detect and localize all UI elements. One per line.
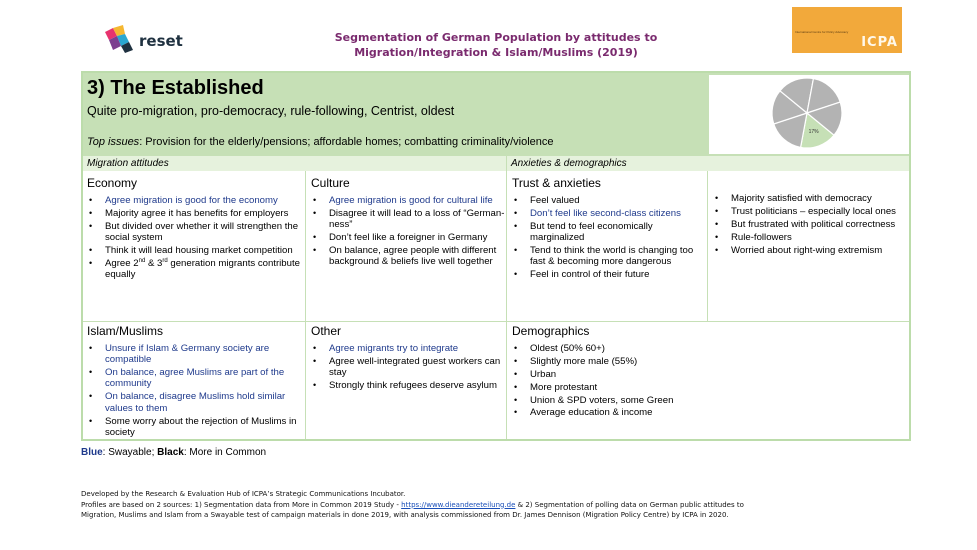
list-item: • Trust politicians – especially local ones bbox=[709, 206, 909, 217]
list-item: • But frustrated with political correctness bbox=[709, 219, 909, 230]
list-item: • Disagree it will lead to a loss of “German-ness” bbox=[307, 208, 506, 231]
economy-list bbox=[83, 195, 305, 280]
other-list bbox=[307, 343, 506, 391]
culture-title: Culture bbox=[311, 176, 350, 190]
footer-line-2-suffix: & 2) Segmentation of polling data on German public attitudes to bbox=[515, 500, 744, 509]
segment-title: 3) The Established bbox=[87, 77, 264, 99]
list-item: • Worried about right-wing extremism bbox=[709, 245, 909, 256]
icpa-name: ICPA bbox=[861, 35, 898, 50]
list-item: • Rule-followers bbox=[709, 232, 909, 243]
islam-title: Islam/Muslims bbox=[87, 324, 164, 338]
icpa-logo bbox=[792, 7, 902, 53]
page-title-line-1: Segmentation of German Population by attitudes to bbox=[334, 31, 658, 44]
page-title-line-2: Migration/Integration & Islam/Muslims (2019) bbox=[354, 46, 638, 59]
list-item: • Agree migration is good for cultural life bbox=[307, 195, 506, 206]
list-item: • Think it will lead housing market competition bbox=[83, 245, 305, 256]
segment-panel bbox=[81, 71, 911, 441]
top-issues bbox=[87, 136, 554, 148]
color-legend bbox=[81, 447, 266, 458]
list-item: • Tend to think the world is changing too fast & becoming more dangerous bbox=[508, 245, 707, 268]
list-item: • Strongly think refugees deserve asylum bbox=[307, 380, 506, 391]
list-item: • Slightly more male (55%) bbox=[508, 356, 908, 367]
list-item: • Feel in control of their future bbox=[508, 269, 707, 280]
footer-notes bbox=[81, 489, 911, 521]
top-issues-text: : Provision for the elderly/pensions; affordable homes; combatting criminality/violence bbox=[139, 136, 554, 148]
list-item: • On balance, agree people with different background & beliefs live well together bbox=[307, 245, 506, 268]
islam-list bbox=[83, 343, 305, 438]
list-item: • Don’t feel like second-class citizens bbox=[508, 208, 707, 219]
anxieties-demographics-label: Anxieties & demographics bbox=[511, 158, 627, 169]
divider bbox=[506, 155, 507, 439]
list-item: • But divided over whether it will strengthen the social system bbox=[83, 221, 305, 244]
reset-logo-text: reset bbox=[139, 32, 183, 50]
list-item: • Agree migration is good for the economy bbox=[83, 195, 305, 206]
footer-line-1: Developed by the Research & Evaluation Hub of ICPA’s Strategic Communications Incubator. bbox=[81, 490, 406, 498]
list-item: • Agree well-integrated guest workers can stay bbox=[307, 356, 506, 379]
divider bbox=[83, 321, 909, 322]
legend-blue-meaning: : Swayable; bbox=[102, 447, 158, 458]
trust-list bbox=[508, 195, 707, 280]
pie-chart bbox=[709, 75, 909, 154]
legend-black-word: Black bbox=[157, 447, 184, 458]
culture-cell bbox=[307, 176, 506, 269]
trust-cell bbox=[508, 176, 707, 282]
segment-share-pie bbox=[709, 75, 909, 154]
legend-blue-word: Blue bbox=[81, 447, 103, 458]
list-item: • On balance, agree Muslims are part of the community bbox=[83, 367, 305, 390]
list-item: • Union & SPD voters, some Green bbox=[508, 395, 908, 406]
trust-title: Trust & anxieties bbox=[512, 176, 601, 190]
list-item: • Majority agree it has benefits for employers bbox=[83, 208, 305, 219]
list-item: • Some worry about the rejection of Muslims in society bbox=[83, 416, 305, 439]
list-item: • Unsure if Islam & Germany society are compatible bbox=[83, 343, 305, 366]
list-item: • More protestant bbox=[508, 382, 908, 393]
trust-cell-right bbox=[709, 193, 909, 257]
segment-header bbox=[83, 73, 909, 155]
icpa-small-text: International Centre for Policy Advocacy bbox=[795, 30, 849, 34]
trust-list-right bbox=[709, 193, 909, 256]
source-link[interactable]: https://www.dieandereteilung.de bbox=[401, 500, 516, 509]
economy-cell bbox=[83, 176, 305, 282]
list-item: • On balance, disagree Muslims hold similar values to them bbox=[83, 391, 305, 414]
footer-line-2-prefix: Profiles are based on 2 sources: 1) Segmentation data from More in Common 2019 Study - bbox=[81, 500, 402, 509]
islam-cell bbox=[83, 324, 305, 440]
list-item: • But tend to feel economically marginalized bbox=[508, 221, 707, 244]
footer-line-2 bbox=[81, 500, 911, 511]
culture-list bbox=[307, 195, 506, 268]
demographics-title: Demographics bbox=[512, 324, 590, 338]
legend-black-meaning: : More in Common bbox=[183, 447, 267, 458]
demographics-cell bbox=[508, 324, 908, 420]
list-item: • Urban bbox=[508, 369, 908, 380]
demographics-list bbox=[508, 343, 908, 419]
list-item: • Agree migrants try to integrate bbox=[307, 343, 506, 354]
other-title: Other bbox=[311, 324, 342, 338]
segment-subtitle: Quite pro-migration, pro-democracy, rule-following, Centrist, oldest bbox=[87, 104, 455, 118]
list-item: • Oldest (50% 60+) bbox=[508, 343, 908, 354]
list-item: • Don’t feel like a foreigner in Germany bbox=[307, 232, 506, 243]
divider bbox=[305, 171, 306, 439]
list-item: • Feel valued bbox=[508, 195, 707, 206]
other-cell bbox=[307, 324, 506, 393]
economy-title: Economy bbox=[87, 176, 138, 190]
top-issues-label: Top issues bbox=[87, 136, 140, 148]
divider bbox=[707, 171, 708, 321]
pie-slice-label: 17% bbox=[808, 129, 819, 136]
footer-line-3: Migration, Muslims and Islam from a Swayable test of campaign materials in done 2019, with analysis commissioned from Dr. James Dennison (Migration Policy Centre) by ICPA in 2020. bbox=[81, 511, 729, 519]
section-labels-row bbox=[83, 155, 909, 171]
list-item: • Agree 2nd & 3rd generation migrants contribute equally bbox=[83, 258, 305, 281]
migration-attitudes-label: Migration attitudes bbox=[87, 158, 169, 169]
list-item: • Average education & income bbox=[508, 407, 908, 418]
list-item: • Majority satisfied with democracy bbox=[709, 193, 909, 204]
page-title bbox=[300, 30, 692, 60]
